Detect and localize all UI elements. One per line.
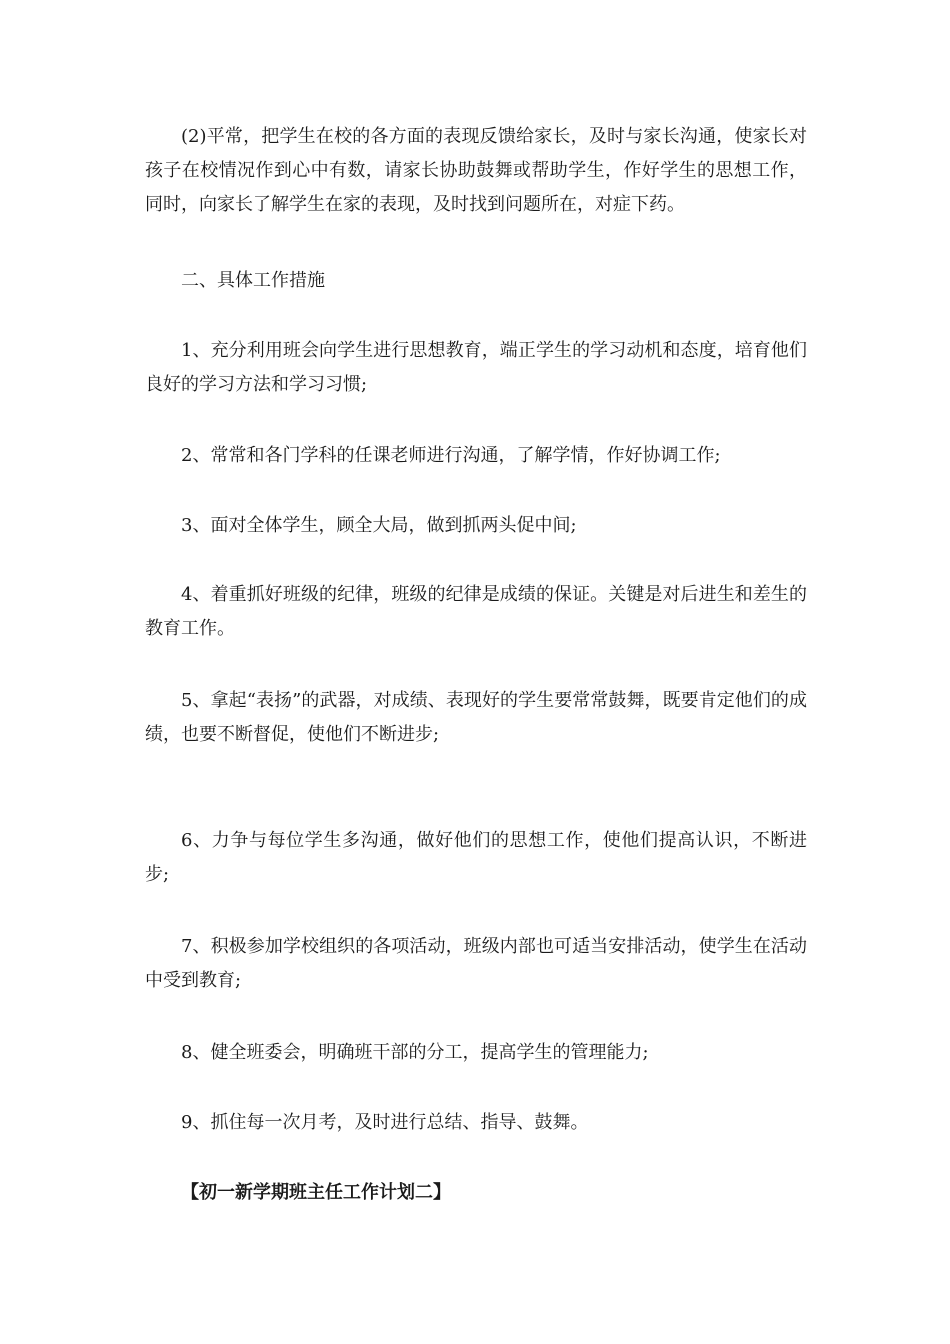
paragraph-measure-8: 8、健全班委会，明确班干部的分工，提高学生的管理能力; xyxy=(181,1042,649,1063)
paragraph-measure-9: 9、抓住每一次月考，及时进行总结、指导、鼓舞。 xyxy=(181,1112,589,1133)
paragraph-measure-4: 4、着重抓好班级的纪律，班级的纪律是成绩的保证。关键是对后进生和差生的教育工作。 xyxy=(145,584,807,639)
paragraph-parent-communication: (2)平常，把学生在校的各方面的表现反馈给家长，及时与家长沟通，使家长对孩子在校情况作到心中有数，请家长协助鼓舞或帮助学生，作好学生的思想工作，同时，向家长了解学生在家的表现，及时找到问题所在，对症下药。 xyxy=(145,126,807,215)
paragraph-measure-6: 6、力争与每位学生多沟通，做好他们的思想工作，使他们提高认识，不断进步; xyxy=(145,830,807,885)
paragraph-measure-5: 5、拿起“表扬”的武器，对成绩、表现好的学生要常常鼓舞，既要肯定他们的成绩，也要不断督促，使他们不断进步; xyxy=(145,690,807,745)
paragraph-measure-7: 7、积极参加学校组织的各项活动，班级内部也可适当安排活动，使学生在活动中受到教育; xyxy=(145,936,807,991)
section-heading-measures: 二、具体工作措施 xyxy=(181,270,325,291)
paragraph-measure-1: 1、充分利用班会向学生进行思想教育，端正学生的学习动机和态度，培育他们良好的学习方法和学习习惯; xyxy=(145,340,807,395)
paragraph-measure-2: 2、常常和各门学科的任课老师进行沟通，了解学情，作好协调工作; xyxy=(181,445,721,466)
section-heading-plan-two: 【初一新学期班主任工作计划二】 xyxy=(181,1182,451,1203)
paragraph-measure-3: 3、面对全体学生，顾全大局，做到抓两头促中间; xyxy=(181,515,577,536)
